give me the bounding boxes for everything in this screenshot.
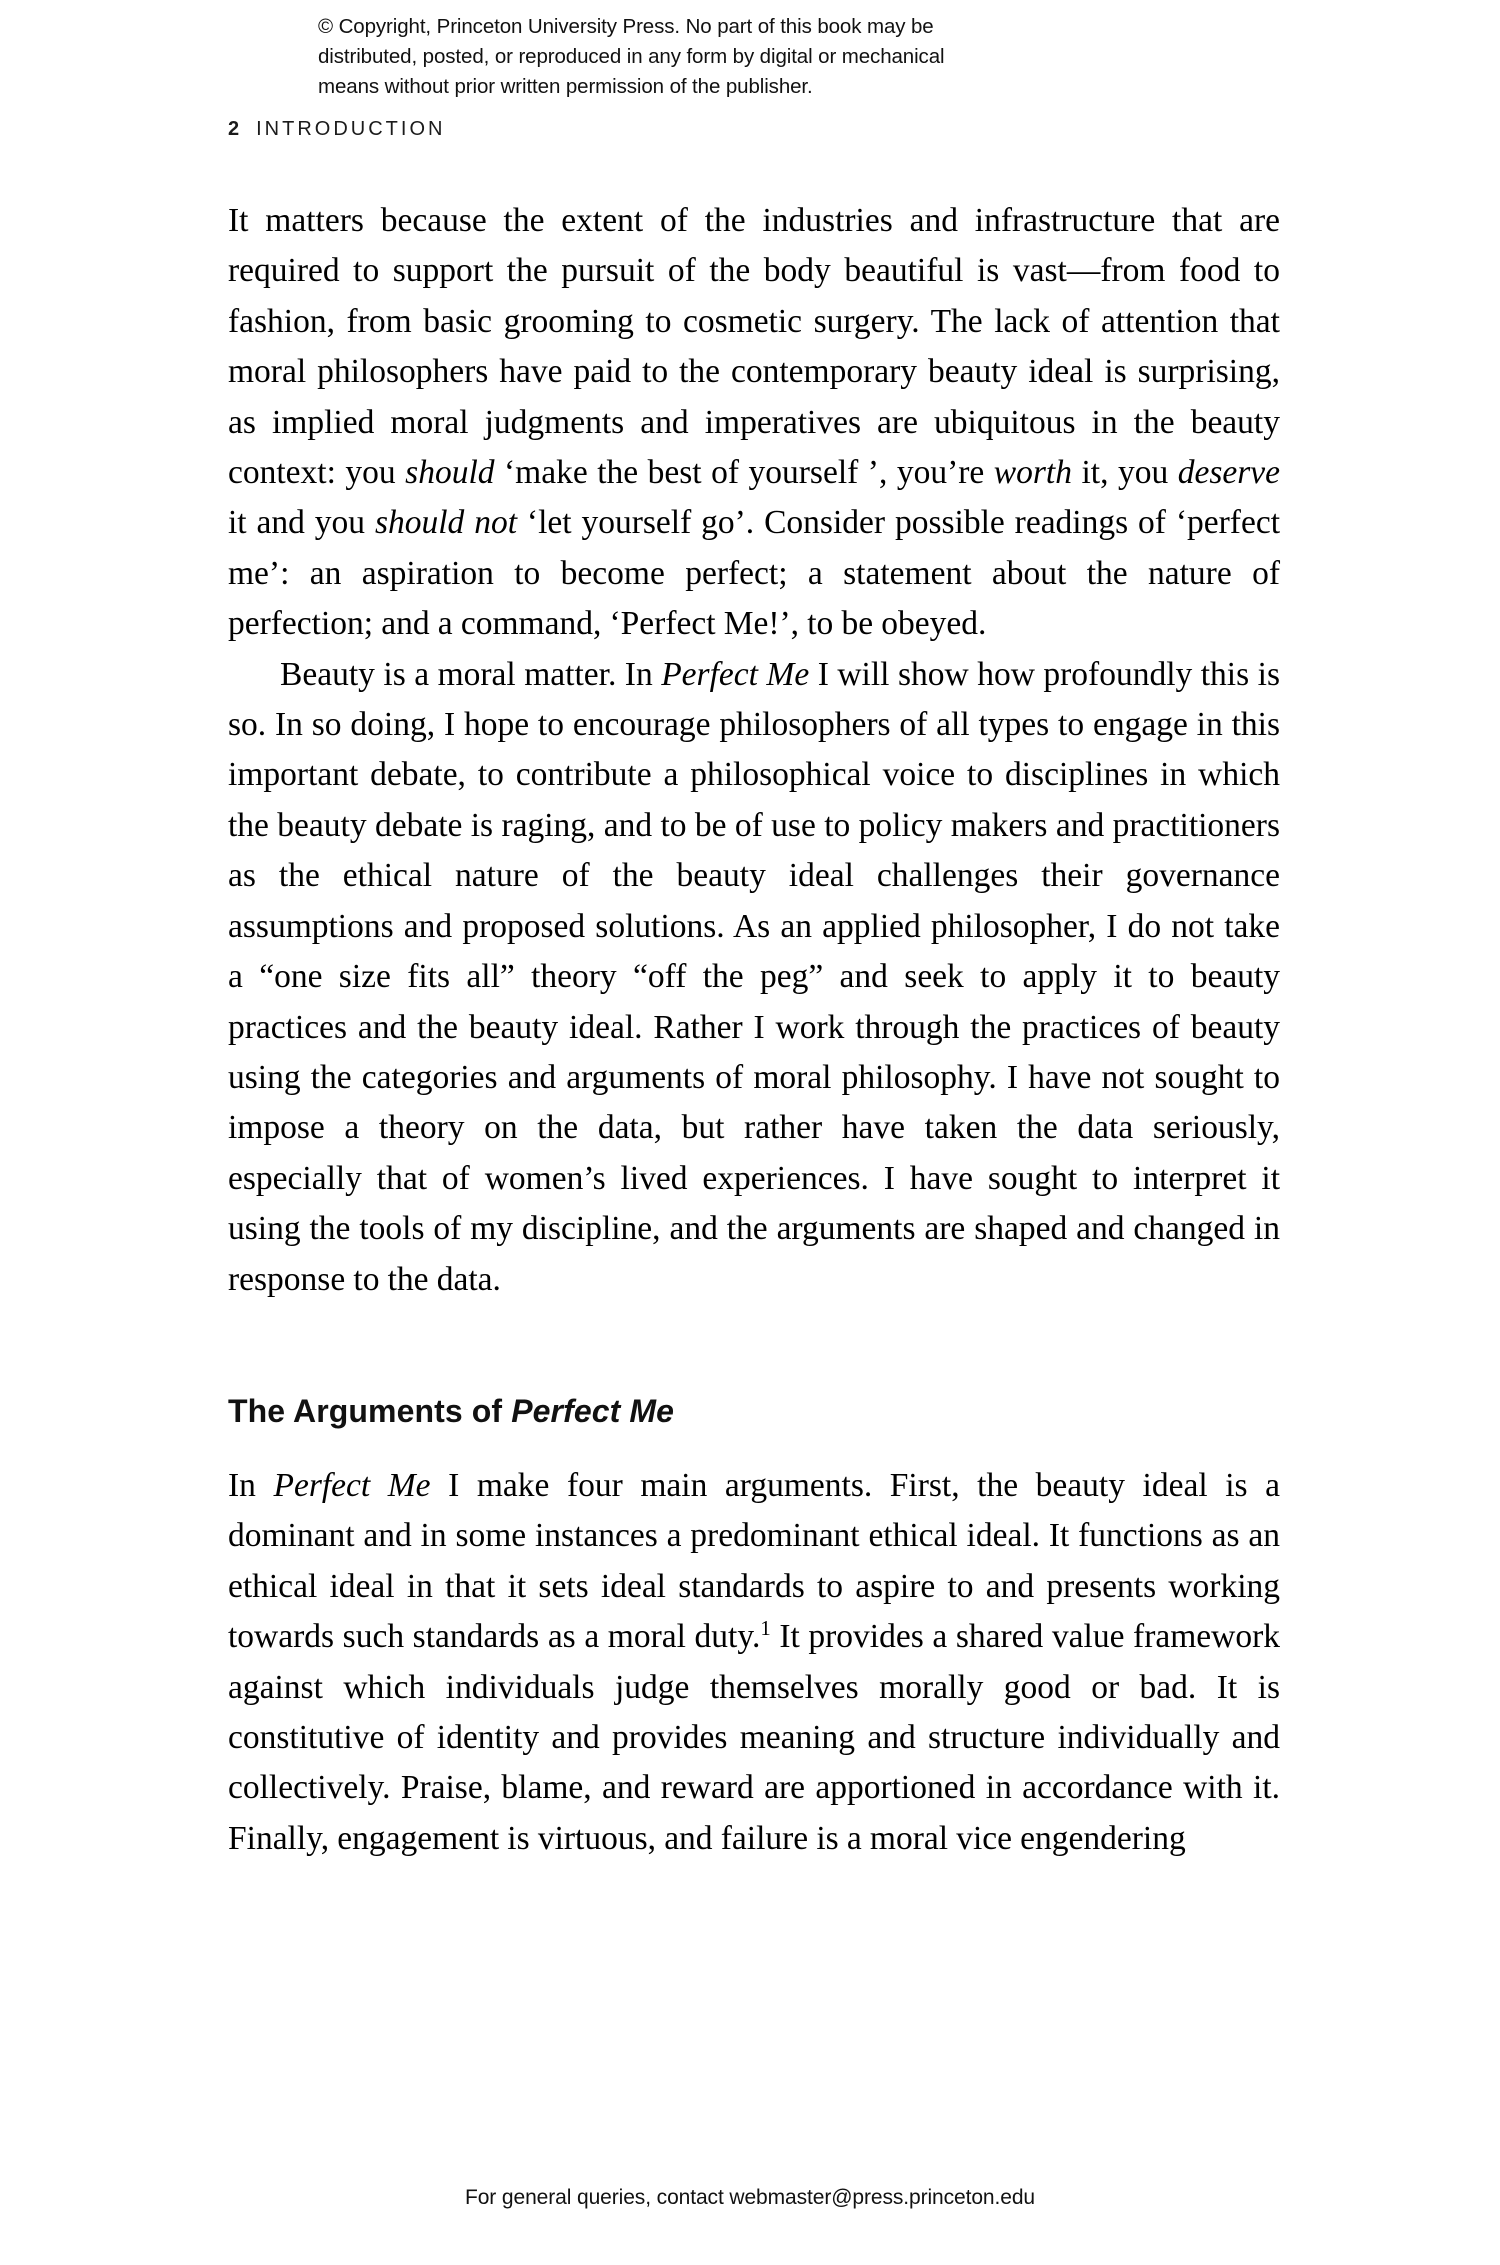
paragraph-1	[228, 196, 1280, 650]
page-number: 2	[228, 118, 240, 140]
p3-seg-1: In	[228, 1466, 274, 1504]
running-head-title: INTRODUCTION	[256, 118, 446, 140]
p1-emphasis-should: should	[405, 454, 495, 492]
heading-spacer-above	[228, 1305, 1280, 1391]
paragraph-2	[228, 650, 1280, 1305]
p1-emphasis-should-not: should not	[374, 504, 518, 542]
p3-seg-2: I make four main arguments. First, the beauty ideal is a dominant and in some instances a predominant ethical ideal. It functions as an ethical ideal in that it sets ideal standards to aspire to and presents working towards such standards as a moral duty.	[228, 1466, 1280, 1656]
copyright-line-3: means without prior written permission of the publisher.	[318, 75, 813, 98]
p3-seg-3: It provides a shared value framework against which individuals judge themselves morally good or bad. It is constitutive of identity and provides meaning and structure individually and collectively. Praise, blame, and reward are apportioned in accordance with it. Finally, engagement is virtuous, and failure is a moral vice engendering	[228, 1618, 1281, 1857]
footer-text: For general queries, contact webmaster@press.princeton.edu	[465, 2186, 1035, 2209]
p2-title-perfect-me: Perfect Me	[661, 655, 810, 693]
copyright-notice	[318, 12, 1168, 102]
heading-seg-1: The Arguments of	[228, 1392, 512, 1429]
footnote-marker-1[interactable]: 1	[760, 1617, 771, 1640]
p1-seg-5: ‘let yourself go’. Consider possible readings of ‘perfect me’: an aspiration to become perfect; a statement about the nature of perfection; and a command, ‘Perfect Me!’, to be obeyed.	[228, 504, 1280, 643]
p2-seg-2: I will show how profoundly this is so. In so doing, I hope to encourage philosophers of all types to engage in this important debate, to contribute a philosophical voice to disciplines in which the beauty debate is raging, and to be of use to policy makers and practitioners as the ethical nature of the beauty ideal challenges their governance assumptions and proposed solutions. As an applied philosopher, I do not take a “one size fits all” theory “off the peg” and seek to apply it to beauty practices and the beauty ideal. Rather I work through the practices of beauty using the categories and arguments of moral philosophy. I have not sought to impose a theory on the data, but rather have taken the data seriously, especially that of women’s lived experiences. I have sought to interpret it using the tools of my discipline, and the arguments are shaped and changed in response to the data.	[228, 655, 1280, 1298]
p1-seg-4: it and you	[228, 504, 375, 542]
heading-title-perfect-me: Perfect Me	[511, 1392, 675, 1429]
page-footer	[0, 2186, 1500, 2210]
p1-seg-2: ‘make the best of yourself ’, you’re	[494, 454, 994, 492]
running-head	[228, 118, 445, 141]
p3-title-perfect-me: Perfect Me	[273, 1466, 431, 1504]
copyright-line-1: © Copyright, Princeton University Press. No part of this book may be	[318, 15, 934, 38]
text-column	[228, 196, 1280, 1864]
p1-emphasis-deserve: deserve	[1177, 454, 1281, 492]
p2-seg-1: Beauty is a moral matter. In	[280, 655, 662, 693]
p1-seg-3: it, you	[1071, 454, 1178, 492]
section-heading	[228, 1391, 1280, 1431]
heading-spacer-below	[228, 1431, 1280, 1461]
p1-emphasis-worth: worth	[993, 454, 1072, 492]
paragraph-3	[228, 1461, 1280, 1864]
copyright-line-2: distributed, posted, or reproduced in any form by digital or mechanical	[318, 45, 945, 68]
p1-seg-1: It matters because the extent of the industries and infrastructure that are required to support the pursuit of the body beautiful is vast—from food to fashion, from basic grooming to cosmetic surgery. The lack of attention that moral philosophers have paid to the contemporary beauty ideal is surprising, as implied moral judgments and imperatives are ubiquitous in the beauty context: you	[228, 202, 1280, 492]
